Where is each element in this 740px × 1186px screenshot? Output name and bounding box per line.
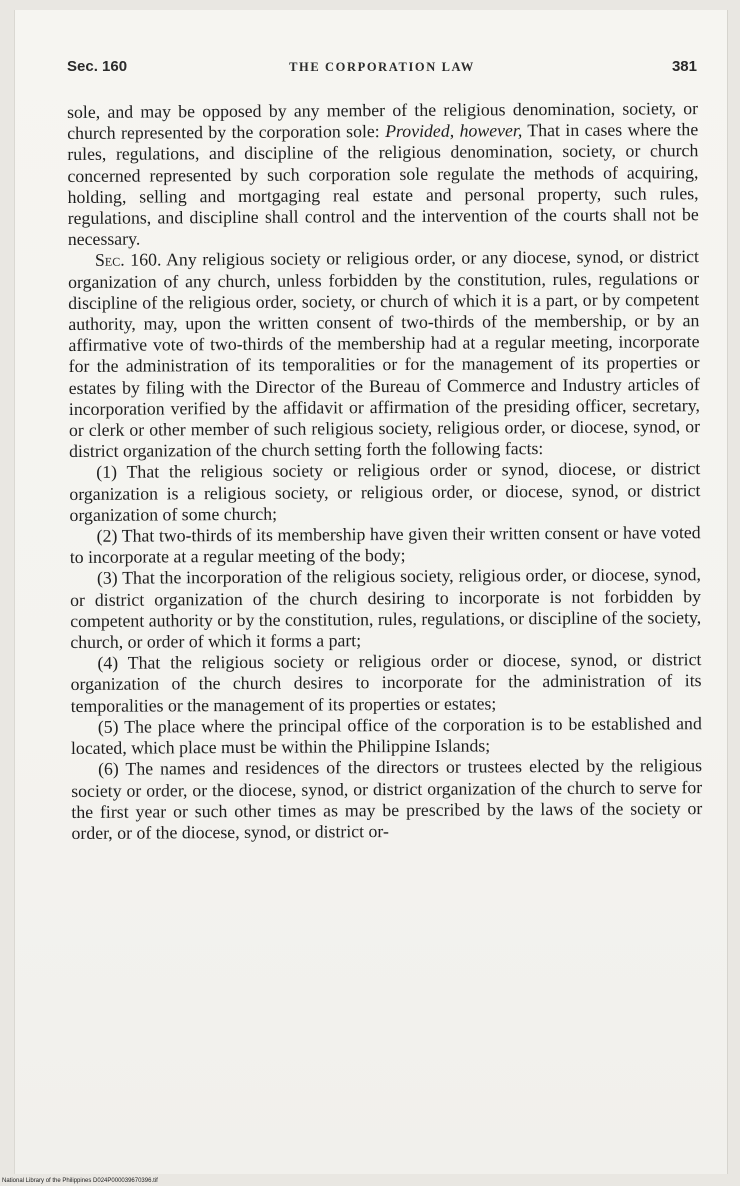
list-item-5: (5) The place where the principal office of the corporation is to be established and located, which place must be within the Philippine Islands; [70,713,702,759]
page-body [67,98,703,844]
paragraph-continuation [67,98,699,250]
list-item-2: (2) That two-thirds of its membership have given their written consent or have voted to incorporate at a regular meeting of the body; [69,522,701,568]
header-section: Sec. 160 [67,58,128,75]
book-page [14,10,728,1174]
section-160-text: Any religious society or religious order, or any diocese, synod, or district organization of any church, unless forbidden by the constitution, rules, regulations or discipline of the religious order, society, or church of which it is a part, or by competent authority, may, upon the written consent of two-thirds of the membership, or by an affirmative vote of two-thirds of the membership had at a regular meeting, incorporate for the administration of its temporalities or for the management of its properties or estates by filing with the Director of the Bureau of Commerce and Industry articles of incorporation verified by the affidavit or affirmation of the presiding officer, secretary, or clerk or other member of such religious society, religious order, or diocese, synod, or district organization of the church setting forth the following facts: [68,246,701,462]
list-item-1: (1) That the religious society or religious order or synod, diocese, or district organization is a religious society, or religious order, or diocese, synod, or district organization of some church; [69,458,701,525]
header-title: THE CORPORATION LAW [289,60,475,74]
scan-footer: National Library of the Philippines D024P000039670396.tif [2,1178,158,1184]
paragraph-continuation-end: That in cases where the rules, regulations, and discipline of the religious denomination, society, or church concerned represented by such corporation sole regulate the methods of acquiring, holding, selling and mortgaging real estate and personal property, such rules, regulations, and discipline shall control and the intervention of the courts shall not be necessary. [67,119,699,250]
page-number: 381 [671,58,697,75]
paragraph-continuation-start: sole, and may be opposed by any member of the religious denomination, society, or church represented by the corporation sole: [67,98,699,144]
list-item-6: (6) The names and residences of the directors or trustees elected by the religious society or order, or the diocese, synod, or district organization of the church to serve for the first year or such other times as may be prescribed by the laws of the society or order, or of the diocese, synod, or district or- [71,755,703,843]
proviso-italic: Provided, however, [385,120,523,142]
paragraph-section-160 [68,247,700,463]
list-item-4: (4) That the religious society or religious order or diocese, synod, or district organization of the church desires to incorporate for the administration of its temporalities or the management of its properties or estates; [70,649,702,716]
running-header [67,58,697,82]
section-lead: Sec. 160. [94,249,162,271]
list-item-3: (3) That the incorporation of the religious society, religious order, or diocese, synod, or district organization of the church desiring to incorporate is not forbidden by competent authority or by the constitution, rules, regulations, or discipline of the society, church, or order of which it forms a part; [69,564,702,653]
